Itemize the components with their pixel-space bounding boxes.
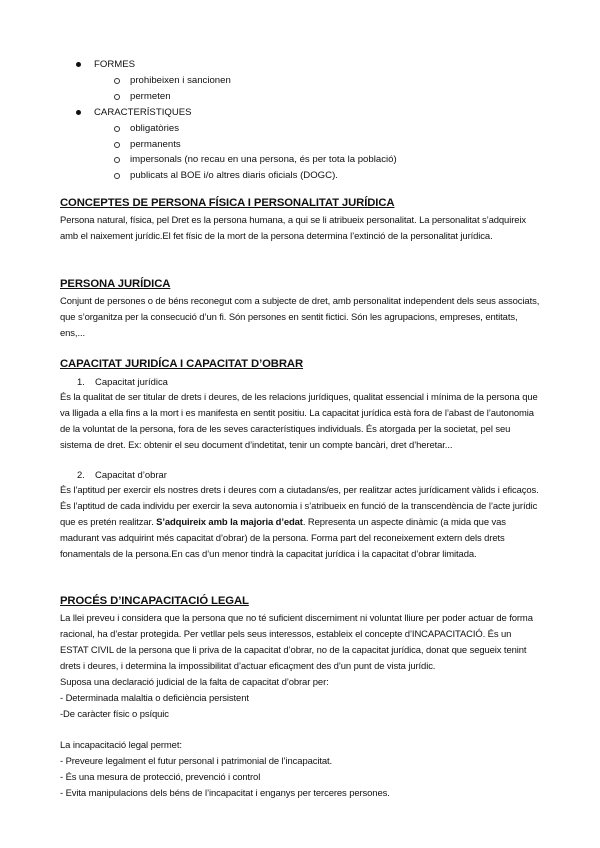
line-caracter: -De caràcter físic o psíquic: [60, 709, 169, 720]
text-run: . Representa un aspecte dinàmic (a mida que vas madurant vas adquirint més capacitat d’obrar) de la persona. Forma part del reconeixement extern dels drets fonamentals de la persona.En cas d’un menor tindrà la capacitat jurídica i la capacitat d’obrar limitada.: [60, 517, 506, 560]
paragraph-incapacitacio: La llei preveu i considera que la persona que no té suficient discerniment ni voluntat lliure per poder actuar de forma racional, ha d’estar protegida. Per vetllar pels seus interessos, estableix el concepte d’INCAPACITACIÓ. És un ESTAT CIVIL de la persona que li priva de la capacitat d’obrar, no de la capacitat jurídica, donat que segueix tenint drets i deures, i determina la impossibilitat d’actuar eficaçment des d’un punt de vista jurídic.: [60, 613, 533, 672]
bullet-circle: [114, 94, 120, 100]
bullet-circle: [114, 78, 120, 84]
line-permet-1: - Preveure legalment el futur personal i patrimonial de l’incapacitat.: [60, 756, 333, 767]
sub-list-item: obligatòries: [130, 123, 180, 134]
sub-list-item: impersonals (no recau en una persona, és per tota la població): [130, 154, 397, 165]
sub-list-item: prohibeixen i sancionen: [130, 75, 231, 86]
line-permet-2: - És una mesura de protecció, prevenció i control: [60, 772, 261, 783]
bullet-circle: [114, 157, 120, 163]
heading-persona-juridica: PERSONA JURÍDICA: [60, 278, 171, 290]
heading-capacitat: CAPACITAT JURIDÍCA I CAPACITAT D’OBRAR: [60, 358, 304, 370]
paragraph-persona-fisica: Persona natural, física, pel Dret es la persona humana, a qui se li atribueix personalitat. La personalitat s’adquireix amb el naixement jurídic.El fet físic de la mort de la persona determina l’extinció de la personalitat jurídica.: [60, 215, 527, 242]
item-number: 1.: [77, 377, 85, 388]
line-permet-intro: La incapacitació legal permet:: [60, 740, 182, 751]
paragraph-persona-juridica: Conjunt de persones o de béns reconegut com a subjecte de dret, amb personalitat independent dels seus associats, que s’organitza per la consecució d’un fi. Són persones en sentit fictici. Són les agrupacions, empreses, entitats, ens,...: [60, 296, 540, 339]
sub-list-item: permeten: [130, 91, 171, 102]
line-suposa: Suposa una declaració judicial de la falta de capacitat d’obrar per:: [60, 677, 329, 688]
sub-list-item: permanents: [130, 139, 181, 150]
line-permet-3: - Evita manipulacions dels béns de l’incapacitat i enganys per terceres persones.: [60, 788, 390, 799]
heading-persona-fisica: CONCEPTES DE PERSONA FÍSICA I PERSONALITAT JURÍDICA: [60, 197, 395, 209]
list-item-formes: FORMES: [94, 59, 136, 70]
item-number: 2.: [77, 470, 85, 481]
line-malaltia: - Determinada malaltia o deficiència persistent: [60, 693, 249, 704]
list-item-caracteristiques: CARACTERÍSTIQUES: [94, 107, 192, 118]
bold-text-run: S’adquireix amb la majoria d’edat: [156, 517, 303, 528]
item-label-capacitat-juridica: Capacitat jurídica: [95, 377, 168, 388]
bullet-dot: [76, 110, 81, 115]
heading-incapacitacio: PROCÉS D’INCAPACITACIÓ LEGAL: [60, 595, 249, 607]
bullet-circle: [114, 126, 120, 132]
paragraph-capacitat-obrar: [60, 483, 542, 563]
bullet-circle: [114, 142, 120, 148]
bullet-dot: [76, 62, 81, 67]
item-label-capacitat-obrar: Capacitat d’obrar: [95, 470, 167, 481]
sub-list-item: publicats al BOE i/o altres diaris oficials (DOGC).: [130, 170, 338, 181]
paragraph-capacitat-juridica: És la qualitat de ser titular de drets i deures, de les relacions jurídiques, qualitat essencial i mínima de la persona que va lligada a ella fins a la mort i es manifesta en sentit positiu. La capacitat jurídica està fora de l’abast de l’autonomia de la voluntat de la persona, fora de les seves característiques individuals. És atorgada per la societat, pel seu sistema de dret. Ex: obtenir el seu document d’indetitat, tenir un compte bancàri, dret d’heretar...: [60, 392, 538, 451]
bullet-circle: [114, 173, 120, 179]
text-run: És l’aptitud per exercir els nostres drets i deures com a ciutadans/es, per realitzar actes jurídicament vàlids i eficaços. És l’aptitud de cada individu per exercir la seva autonomia i s’atribueix en funció de la transcendència de l’acte jurídic que es pretén realitzar.: [60, 485, 539, 528]
